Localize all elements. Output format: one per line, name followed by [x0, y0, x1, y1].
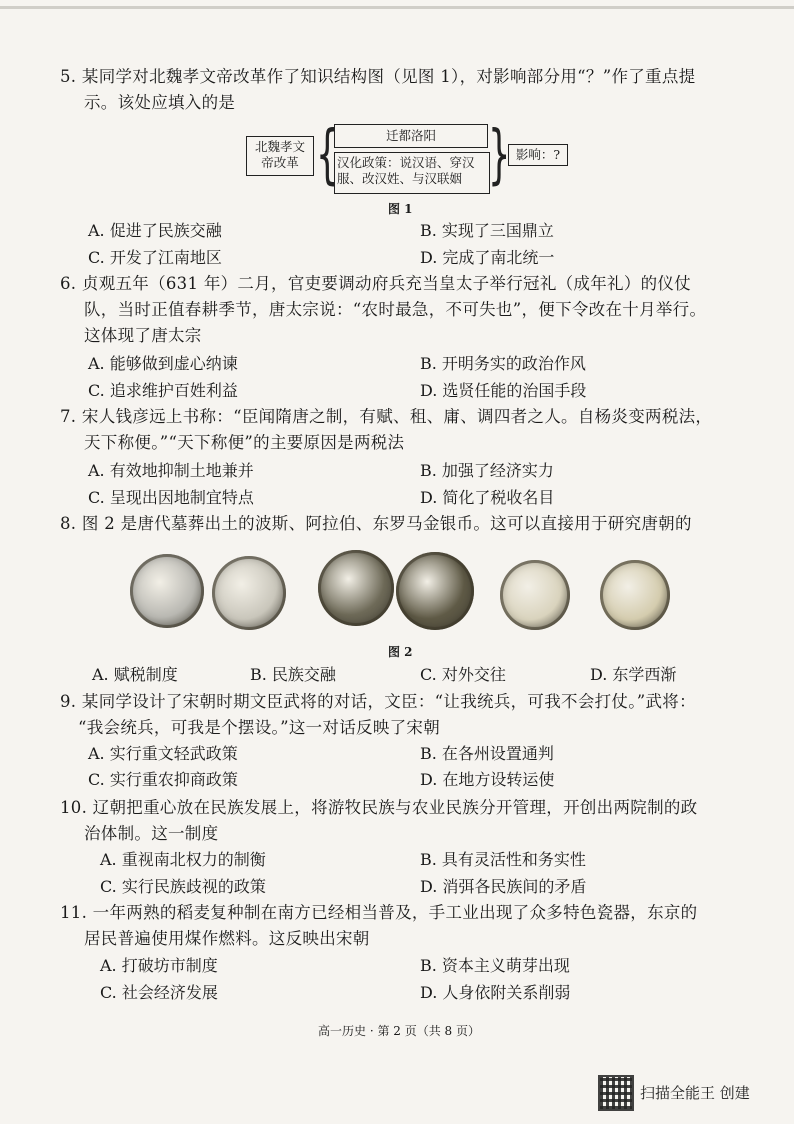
q9-option-a[interactable]: A. 实行重文轻武政策 — [88, 744, 238, 763]
qr-code-icon — [598, 1075, 634, 1111]
persian-coin-reverse — [212, 556, 286, 630]
q11-option-c[interactable]: C. 社会经济发展 — [100, 983, 218, 1002]
diagram-sinicization-label-2: 服、改汉姓、与汉联姻 — [337, 171, 463, 186]
question-5-line-2: 示。该处应填入的是 — [84, 93, 236, 112]
diagram-impact-box — [508, 144, 568, 166]
q7-option-a[interactable]: A. 有效地抑制土地兼并 — [88, 461, 254, 480]
left-brace-icon: { — [316, 118, 339, 192]
right-brace-icon: } — [488, 118, 511, 192]
scanner-watermark: 扫描全能王 创建 — [640, 1084, 750, 1102]
q6-option-d[interactable]: D. 选贤任能的治国手段 — [420, 381, 587, 400]
diagram-reform-label-2: 帝改革 — [261, 155, 299, 170]
q10-option-b[interactable]: B. 具有灵活性和务实性 — [420, 850, 586, 869]
diagram-sinicization-box — [334, 152, 490, 194]
q9-option-b[interactable]: B. 在各州设置通判 — [420, 744, 554, 763]
q7-option-d[interactable]: D. 简化了税收名目 — [420, 488, 555, 507]
scan-edge — [0, 6, 794, 9]
q8-option-b[interactable]: B. 民族交融 — [250, 665, 336, 684]
figure-1-caption: 图 1 — [388, 202, 413, 216]
question-9-line-1: 9. 某同学设计了宋朝时期文臣武将的对话，文臣：“让我统兵，可我不会打仗。”武将： — [60, 692, 696, 711]
q7-option-c[interactable]: C. 呈现出因地制宜特点 — [88, 488, 254, 507]
q5-option-b[interactable]: B. 实现了三国鼎立 — [420, 221, 554, 240]
byzantine-coin-obverse — [500, 560, 570, 630]
diagram-sinicization-label-1: 汉化政策：说汉语、穿汉 — [337, 155, 475, 170]
q6-option-a[interactable]: A. 能够做到虚心纳谏 — [88, 354, 238, 373]
q6-option-b[interactable]: B. 开明务实的政治作风 — [420, 354, 586, 373]
diagram-reform-label-1: 北魏孝文 — [254, 139, 305, 154]
q11-option-d[interactable]: D. 人身依附关系削弱 — [420, 983, 571, 1002]
arabic-coin-obverse — [318, 550, 394, 626]
question-9-line-2: “我会统兵，可我是个摆设。”这一对话反映了宋朝 — [78, 718, 441, 737]
byzantine-coin-reverse — [600, 560, 670, 630]
question-7-line-2: 天下称便。”“天下称便”的主要原因是两税法 — [84, 433, 405, 452]
q5-option-c[interactable]: C. 开发了江南地区 — [88, 248, 222, 267]
question-5-line-1: 5. 某同学对北魏孝文帝改革作了知识结构图（见图 1），对影响部分用“？”作了重点提 — [60, 67, 696, 86]
diagram-move-capital-label: 迁都洛阳 — [385, 128, 436, 143]
q8-option-a[interactable]: A. 赋税制度 — [92, 665, 178, 684]
q10-option-d[interactable]: D. 消弭各民族间的矛盾 — [420, 877, 587, 896]
question-7-line-1: 7. 宋人钱彦远上书称：“臣闻隋唐之制，有赋、租、庸、调四者之人。自杨炎变两税法， — [60, 407, 713, 426]
question-8-line-1: 8. 图 2 是唐代墓葬出土的波斯、阿拉伯、东罗马金银币。这可以直接用于研究唐朝的 — [60, 514, 692, 533]
question-6-line-1: 6. 贞观五年（631 年）二月，官吏要调动府兵充当皇太子举行冠礼（成年礼）的仪仗 — [60, 274, 692, 293]
question-10-line-2: 治体制。这一制度 — [84, 824, 219, 843]
question-10-line-1: 10. 辽朝把重心放在民族发展上，将游牧民族与农业民族分开管理，开创出两院制的政 — [60, 798, 698, 817]
page-footer: 高一历史 · 第 2 页（共 8 页） — [318, 1024, 480, 1038]
q11-option-b[interactable]: B. 资本主义萌芽出现 — [420, 956, 570, 975]
q5-option-a[interactable]: A. 促进了民族交融 — [88, 221, 222, 240]
q6-option-c[interactable]: C. 追求维护百姓利益 — [88, 381, 238, 400]
q9-option-d[interactable]: D. 在地方设转运使 — [420, 770, 555, 789]
question-6-line-2: 队，当时正值春耕季节，唐太宗说：“农时最急，不可失也”，便下令改在十月举行。 — [84, 300, 707, 319]
diagram-reform-box — [246, 136, 314, 176]
question-11-line-1: 11. 一年两熟的稻麦复种制在南方已经相当普及，手工业出现了众多特色瓷器，东京的 — [60, 903, 698, 922]
q10-option-c[interactable]: C. 实行民族歧视的政策 — [100, 877, 266, 896]
arabic-coin-reverse — [396, 552, 474, 630]
q11-option-a[interactable]: A. 打破坊市制度 — [100, 956, 218, 975]
persian-coin-obverse — [130, 554, 204, 628]
q10-option-a[interactable]: A. 重视南北权力的制衡 — [100, 850, 266, 869]
question-11-line-2: 居民普遍使用煤作燃料。这反映出宋朝 — [84, 929, 370, 948]
q7-option-b[interactable]: B. 加强了经济实力 — [420, 461, 554, 480]
question-6-line-3: 这体现了唐太宗 — [84, 326, 202, 345]
diagram-move-capital-box — [334, 124, 488, 148]
q9-option-c[interactable]: C. 实行重农抑商政策 — [88, 770, 238, 789]
q5-option-d[interactable]: D. 完成了南北统一 — [420, 248, 555, 267]
diagram-impact-label: 影响：? — [515, 147, 561, 162]
q8-option-d[interactable]: D. 东学西渐 — [590, 665, 677, 684]
figure-2-caption: 图 2 — [388, 645, 413, 659]
q8-option-c[interactable]: C. 对外交往 — [420, 665, 506, 684]
